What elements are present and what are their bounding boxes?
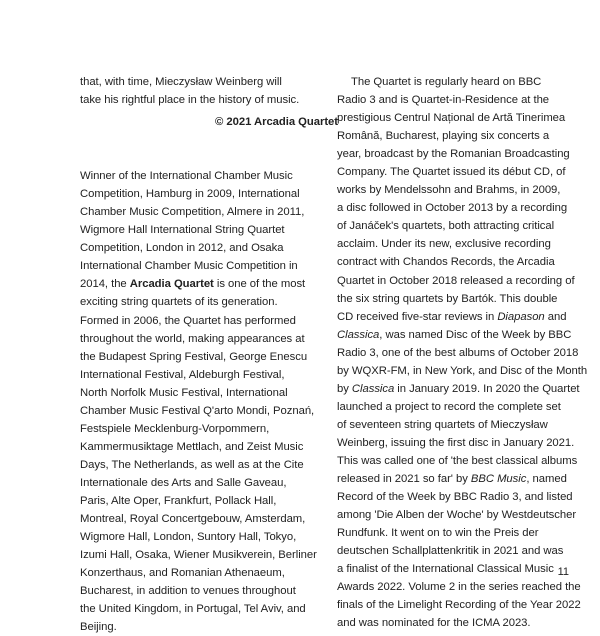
text-line: Wigmore Hall International String Quartet xyxy=(80,224,285,237)
text-segment: and xyxy=(544,310,567,323)
text-segment: by xyxy=(337,382,352,395)
text-line: among 'Die Alben der Woche' by Westdeutscher xyxy=(337,509,577,522)
text-line: Chamber Music Festival Q'arto Mondi, Poznań, xyxy=(80,404,315,417)
left-column xyxy=(80,73,338,636)
text-line: Radio 3, one of the best albums of October 2018 xyxy=(337,346,579,359)
publication-title: BBC Music xyxy=(470,473,527,486)
text-line: Wigmore Hall, London, Suntory Hall, Tokyo, xyxy=(80,531,297,544)
text-line xyxy=(337,380,599,398)
publication-title: Classica xyxy=(337,328,380,341)
text-line: Competition, London in 2012, and Osaka xyxy=(80,242,284,255)
publication-title: Diapason xyxy=(497,310,545,323)
text-line: contract with Chandos Records, the Arcadia xyxy=(337,256,555,269)
text-line: throughout the world, making appearances at xyxy=(80,332,305,345)
text-line: Weinberg, issuing the first disc in January 2021. xyxy=(337,436,575,449)
text-line: Paris, Alte Oper, Frankfurt, Pollack Hall, xyxy=(80,494,277,507)
text-line: Radio 3 and is Quartet-in-Residence at the xyxy=(337,94,550,107)
text-line: exciting string quartets of its generation. xyxy=(80,296,278,309)
text-line: prestigious Centrul Național de Artă Tinerimea xyxy=(337,112,566,125)
text-line: Montreal, Royal Concertgebouw, Amsterdam, xyxy=(80,513,306,526)
text-line: The Quartet is regularly heard on BBC xyxy=(351,76,542,88)
text-line: Konzerthaus, and Romanian Athenaeum, xyxy=(80,567,285,580)
text-line: of seventeen string quartets of Mieczysław xyxy=(337,418,548,431)
text-line: works by Mendelssohn and Brahms, in 2009, xyxy=(337,184,561,197)
text-line: Competition, Hamburg in 2009, International xyxy=(80,188,300,201)
text-segment: is one of the most xyxy=(213,278,306,291)
ensemble-name: Arcadia Quartet xyxy=(129,278,214,291)
text-line: North Norfolk Music Festival, International xyxy=(80,386,288,399)
text-line: Quartet in October 2018 released a recording of xyxy=(337,274,575,287)
text-line: Internationale des Arts and Salle Gaveau, xyxy=(80,476,287,489)
text-line: finals of the Limelight Recording of the Year 2022 xyxy=(337,599,581,612)
text-line: Română, Bucharest, playing six concerts a xyxy=(337,130,550,143)
text-line: launched a project to record the complete set xyxy=(337,400,561,413)
text-segment: CD received five-star reviews in xyxy=(337,310,498,323)
text-line: year, broadcast by the Romanian Broadcasting xyxy=(337,148,570,161)
text-line: acclaim. Under its new, exclusive recording xyxy=(337,238,551,251)
text-line: a finalist of the International Classical Music xyxy=(337,563,554,576)
text-segment: released in 2021 so far' by xyxy=(337,473,471,486)
text-line: Chamber Music Competition, Almere in 2011, xyxy=(80,206,305,219)
text-line: Company. The Quartet issued its début CD, of xyxy=(337,166,566,179)
text-line: Rundfunk. It went on to win the Preis der xyxy=(337,527,539,540)
text-line: Beijing. xyxy=(80,621,117,634)
paragraph-spacer xyxy=(80,131,338,167)
text-line: the United Kingdom, in Portugal, Tel Aviv, and xyxy=(80,603,306,616)
text-line: This was called one of 'the best classical albums xyxy=(337,454,578,467)
text-line: by WQXR-FM, in New York, and Disc of the Month xyxy=(337,364,588,377)
text-line: Bucharest, in addition to venues throughout xyxy=(80,585,296,598)
biography-paragraph xyxy=(80,167,338,636)
text-segment: 2014, the xyxy=(80,278,130,291)
text-line: Izumi Hall, Osaka, Wiener Musikverein, Berliner xyxy=(80,549,317,562)
intro-line: take his rightful place in the history of music. xyxy=(80,94,300,107)
text-line: International Chamber Music Competition in xyxy=(80,260,298,273)
text-line: of Janáček's quartets, both attracting critical xyxy=(337,220,555,233)
text-line xyxy=(337,470,599,488)
text-line: Festspiele Mecklenburg-Vorpommern, xyxy=(80,422,270,435)
text-segment: , named xyxy=(526,473,567,486)
text-line xyxy=(80,275,338,293)
page-number: 11 xyxy=(557,566,569,578)
text-line: Kammermusiktage Mettlach, and Zeist Music xyxy=(80,440,304,453)
text-line: Days, The Netherlands, as well as at the Cite xyxy=(80,458,304,471)
text-line: International Festival, Aldeburgh Festival, xyxy=(80,368,285,381)
text-line xyxy=(337,308,599,326)
text-line: Awards 2022. Volume 2 in the series reached the xyxy=(337,581,581,594)
recording-paragraph xyxy=(337,73,599,632)
text-segment: in January 2019. In 2020 the Quartet xyxy=(394,382,580,395)
text-line: and was nominated for the ICMA 2023. xyxy=(337,617,531,630)
text-line: a disc followed in October 2013 by a recording xyxy=(337,202,568,215)
copyright-credit: © 2021 Arcadia Quartet xyxy=(215,116,338,129)
text-line: Record of the Week by BBC Radio 3, and listed xyxy=(337,491,573,504)
text-line: the Budapest Spring Festival, George Enescu xyxy=(80,350,308,363)
publication-title: Classica xyxy=(351,382,395,395)
text-line: Winner of the International Chamber Music xyxy=(80,170,293,183)
right-column xyxy=(337,73,599,632)
text-line xyxy=(337,326,599,344)
text-line: deutschen Schallplattenkritik in 2021 and was xyxy=(337,545,564,558)
text-segment: , was named Disc of the Week by BBC xyxy=(379,328,572,341)
text-line: the six string quartets by Bartók. This double xyxy=(337,292,558,305)
intro-line: that, with time, Mieczysław Weinberg will xyxy=(80,76,282,88)
text-line: Formed in 2006, the Quartet has performed xyxy=(80,314,296,327)
